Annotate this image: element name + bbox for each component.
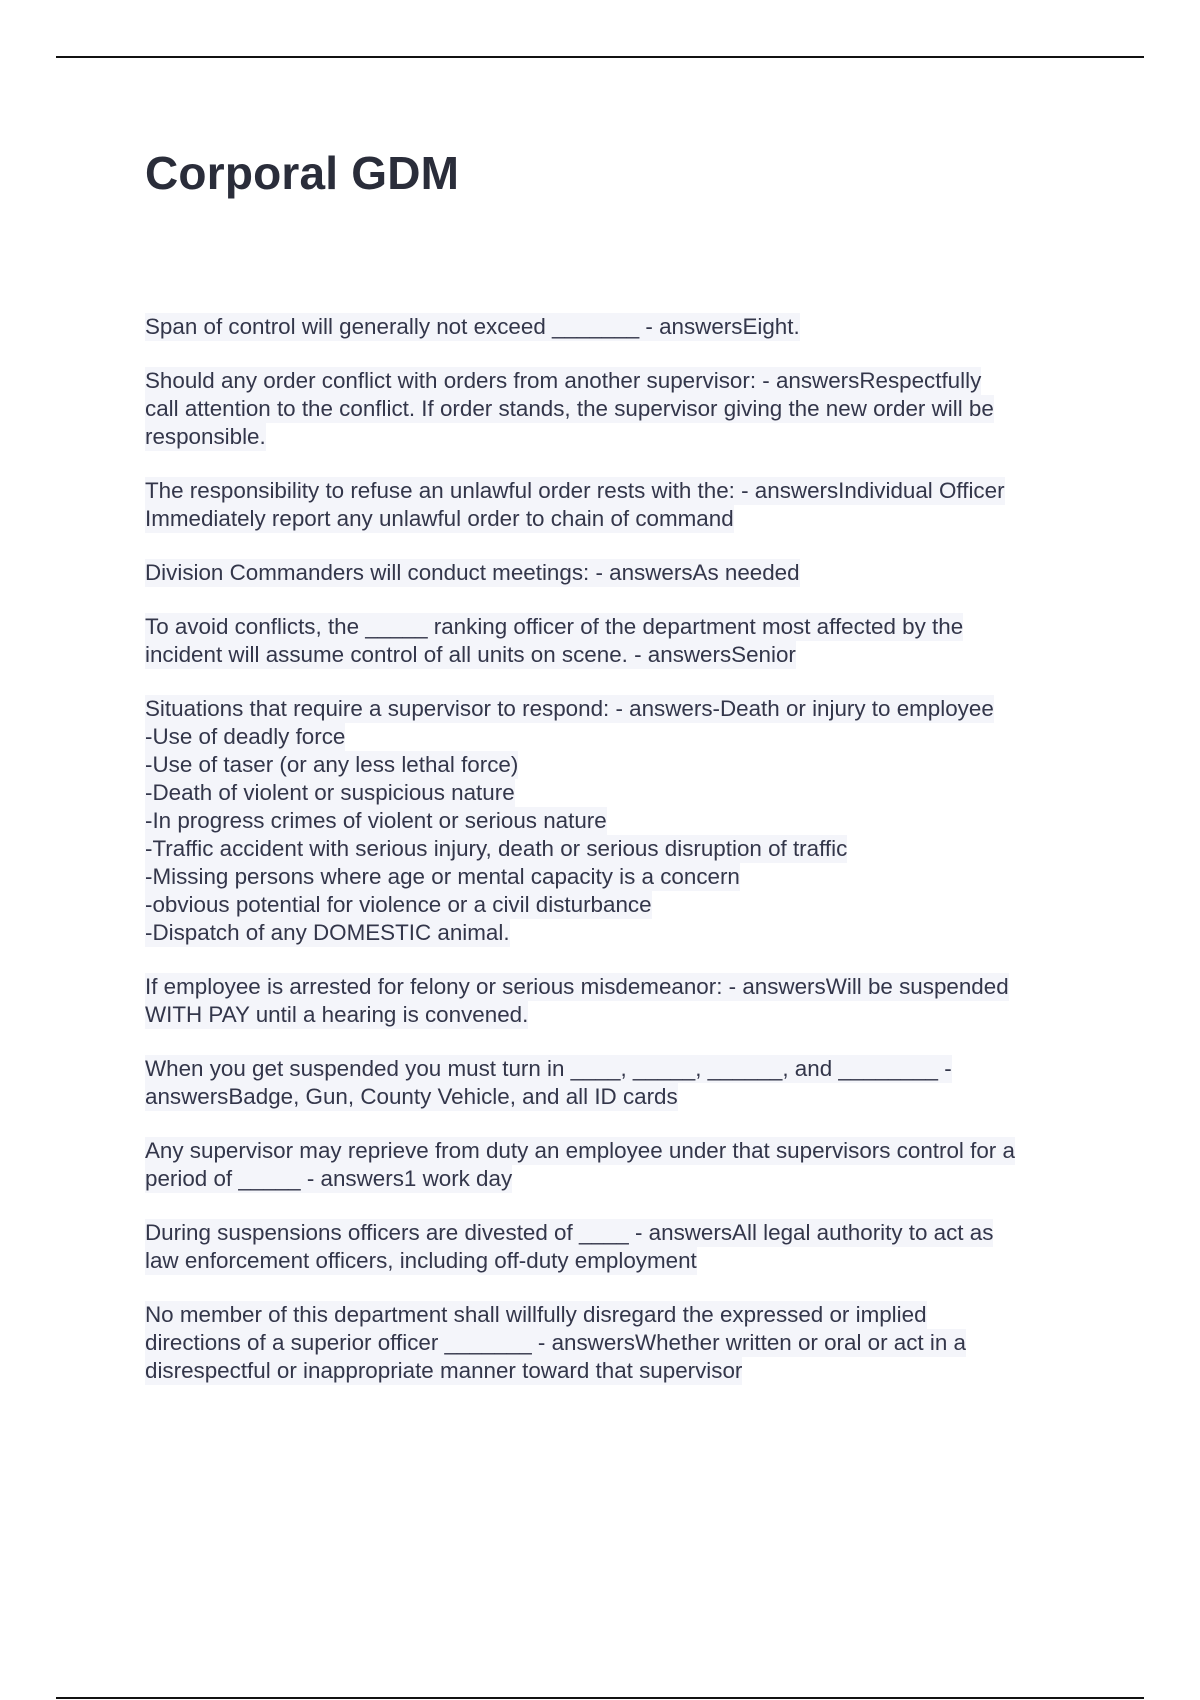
qa-line: The responsibility to refuse an unlawful order rests with the: - answersIndividual Officer: [145, 478, 1005, 503]
qa-item: [145, 477, 1085, 533]
qa-line: law enforcement officers, including off-duty employment: [145, 1248, 697, 1273]
qa-line: -Traffic accident with serious injury, death or serious disruption of traffic: [145, 836, 848, 861]
qa-line: No member of this department shall willfully disregard the expressed or implied: [145, 1302, 927, 1327]
qa-item: [145, 1219, 1085, 1275]
qa-line: Situations that require a supervisor to respond: - answers-Death or injury to employee: [145, 696, 994, 721]
qa-line: WITH PAY until a hearing is convened.: [145, 1002, 529, 1027]
qa-item: [145, 1137, 1085, 1193]
qa-item: [145, 559, 1085, 587]
qa-line: When you get suspended you must turn in ____, _____, ______, and ________ -: [145, 1056, 952, 1081]
qa-line: Division Commanders will conduct meetings: - answersAs needed: [145, 560, 800, 585]
qa-item: [145, 613, 1085, 669]
qa-list: [145, 313, 1085, 1411]
qa-item: [145, 1301, 1085, 1385]
qa-line: call attention to the conflict. If order stands, the supervisor giving the new order will be: [145, 396, 994, 421]
qa-item: [145, 367, 1085, 451]
page-title: Corporal GDM: [145, 147, 460, 199]
qa-line: -Missing persons where age or mental capacity is a concern: [145, 864, 740, 889]
qa-line: -Dispatch of any DOMESTIC animal.: [145, 920, 510, 945]
top-rule: [56, 56, 1144, 58]
qa-line: Should any order conflict with orders from another supervisor: - answersRespectfully: [145, 368, 982, 393]
qa-line: -In progress crimes of violent or serious nature: [145, 808, 607, 833]
qa-line: Immediately report any unlawful order to chain of command: [145, 506, 734, 531]
qa-line: answersBadge, Gun, County Vehicle, and all ID cards: [145, 1084, 678, 1109]
qa-line: directions of a superior officer _______ - answersWhether written or oral or act in a: [145, 1330, 966, 1355]
qa-line: -Death of violent or suspicious nature: [145, 780, 515, 805]
qa-line: To avoid conflicts, the _____ ranking officer of the department most affected by the: [145, 614, 964, 639]
qa-line: responsible.: [145, 424, 266, 449]
qa-item: [145, 973, 1085, 1029]
qa-line: If employee is arrested for felony or serious misdemeanor: - answersWill be suspended: [145, 974, 1009, 999]
qa-line: During suspensions officers are divested of ____ - answersAll legal authority to act as: [145, 1220, 994, 1245]
qa-line: Span of control will generally not exceed _______ - answersEight.: [145, 314, 800, 339]
qa-item: [145, 1055, 1085, 1111]
qa-line: -Use of deadly force: [145, 724, 346, 749]
qa-line: -Use of taser (or any less lethal force): [145, 752, 519, 777]
bottom-rule: [56, 1697, 1144, 1699]
qa-line: -obvious potential for violence or a civil disturbance: [145, 892, 652, 917]
qa-item: [145, 695, 1085, 947]
qa-line: incident will assume control of all units on scene. - answersSenior: [145, 642, 796, 667]
qa-item: [145, 313, 1085, 341]
qa-line: Any supervisor may reprieve from duty an employee under that supervisors control for a: [145, 1138, 1015, 1163]
qa-line: disrespectful or inappropriate manner toward that supervisor: [145, 1358, 743, 1383]
qa-line: period of _____ - answers1 work day: [145, 1166, 513, 1191]
